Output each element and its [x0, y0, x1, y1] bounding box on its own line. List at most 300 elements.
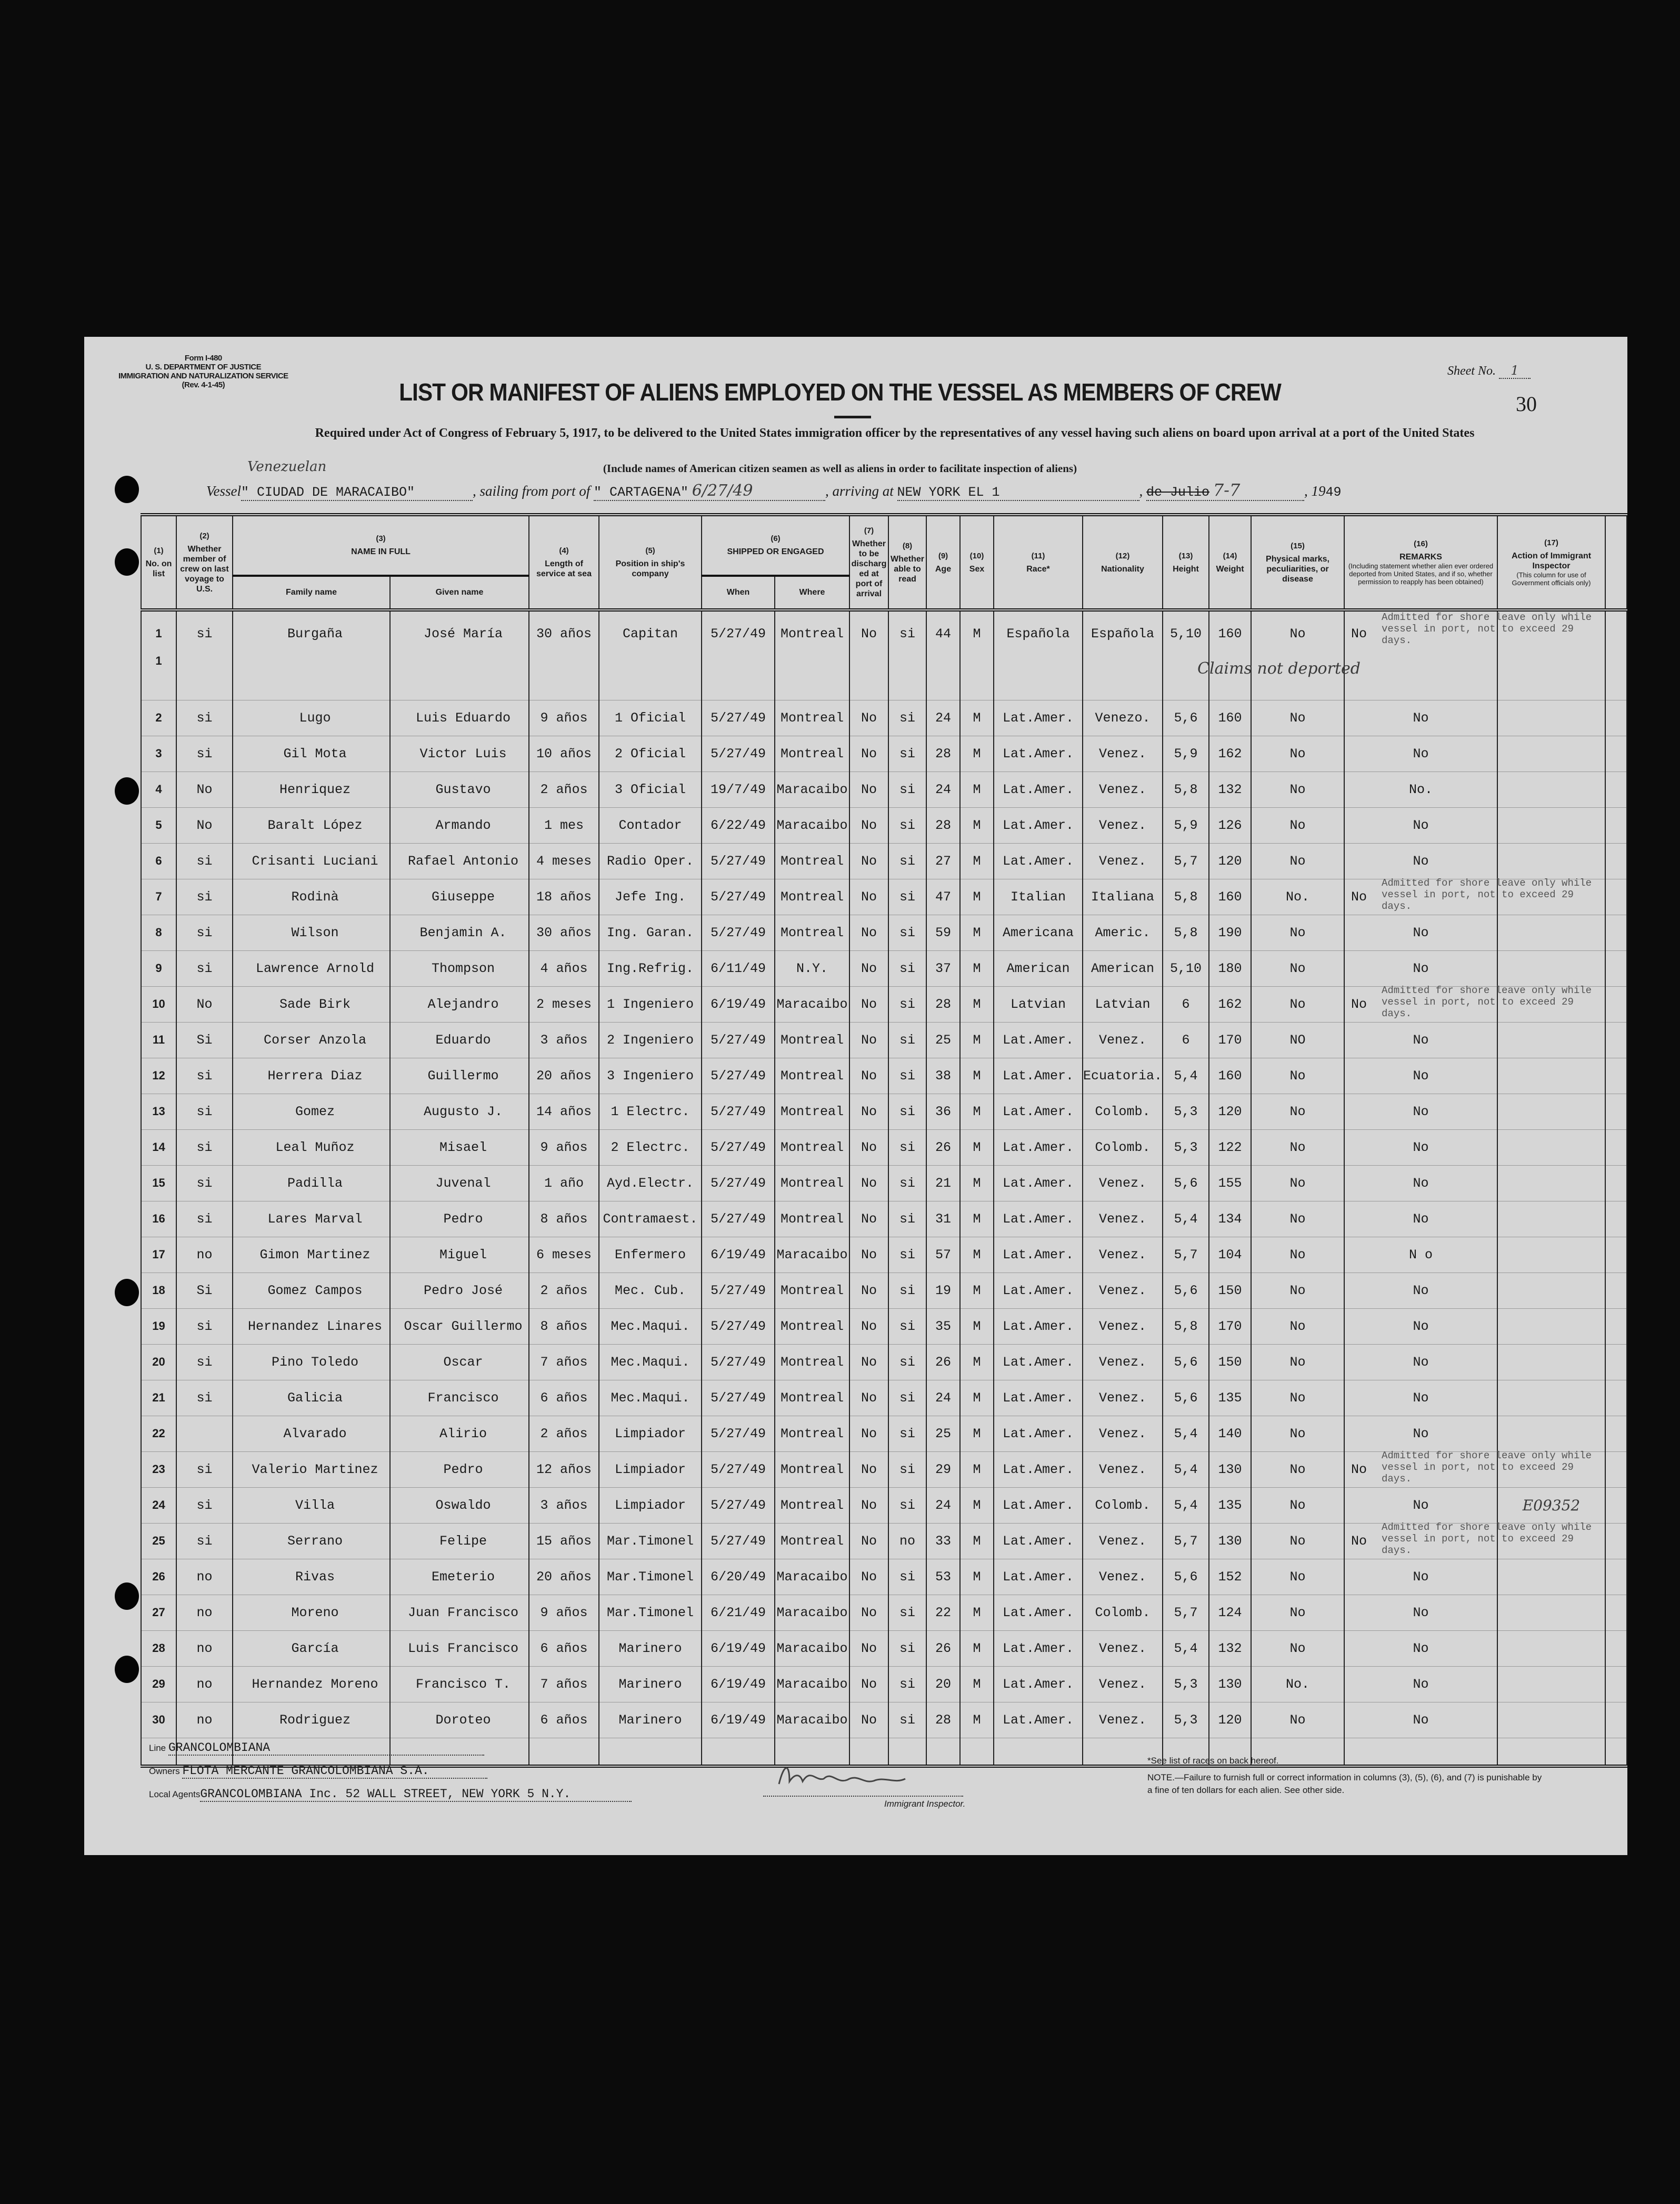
remarks-cell — [1344, 1023, 1497, 1058]
remarks-cell — [1344, 1166, 1497, 1201]
previous-voyage-cell — [176, 1559, 233, 1595]
position-cell — [599, 772, 702, 808]
to-be-discharged: No — [861, 1211, 877, 1227]
list-number-cell — [141, 1345, 176, 1380]
height-cell — [1163, 1273, 1209, 1309]
shipped-where-cell — [775, 1345, 849, 1380]
race-cell — [994, 1702, 1083, 1738]
age-cell — [926, 951, 960, 987]
column-header — [176, 515, 233, 610]
nationality-cell — [1083, 1166, 1163, 1201]
blank-cell — [1497, 1738, 1605, 1767]
height: 5,10 — [1169, 961, 1202, 976]
inspector-signature — [774, 1758, 963, 1795]
height: 6 — [1182, 997, 1190, 1012]
to-be-discharged-cell — [849, 1201, 888, 1237]
physical-marks: No. — [1285, 1677, 1309, 1692]
given-name: Giuseppe — [431, 889, 495, 905]
margin-cell — [1605, 1524, 1627, 1559]
physical-marks-cell — [1251, 772, 1344, 808]
nationality-cell — [1083, 987, 1163, 1023]
able-to-read: si — [899, 961, 915, 976]
height-cell — [1163, 1595, 1209, 1631]
sex: M — [973, 626, 981, 642]
height-cell — [1163, 1345, 1209, 1380]
given-name-cell — [390, 987, 529, 1023]
previous-voyage-cell — [176, 1094, 233, 1130]
remarks: No — [1351, 1462, 1367, 1477]
position: Contramaest. — [603, 1211, 698, 1227]
vessel-name: " CIUDAD DE MARACAIBO" — [241, 485, 473, 501]
length-of-service-cell — [529, 1452, 599, 1488]
age: 26 — [935, 1641, 951, 1656]
sheet-no: 1 — [1499, 363, 1531, 379]
weight-cell — [1209, 736, 1251, 772]
shipped-when: 6/19/49 — [710, 1712, 766, 1728]
margin-cell — [1605, 1166, 1627, 1201]
age: 24 — [935, 1390, 951, 1406]
to-be-discharged: No — [861, 1355, 877, 1370]
physical-marks-cell — [1251, 1130, 1344, 1166]
list-number-cell — [141, 736, 176, 772]
race-cell — [994, 1309, 1083, 1345]
age-cell — [926, 1380, 960, 1416]
remarks: No — [1351, 626, 1367, 642]
height: 5,4 — [1174, 1462, 1198, 1477]
remarks-cell — [1344, 1309, 1497, 1345]
agents-label: Local Agents — [149, 1789, 201, 1799]
given-name: Emeterio — [431, 1569, 495, 1585]
sex: M — [973, 1176, 981, 1191]
previous-voyage: si — [196, 1498, 213, 1513]
age-cell — [926, 1702, 960, 1738]
given-name: Francisco — [427, 1390, 499, 1406]
shipped-where-cell — [775, 1488, 849, 1524]
sex: M — [973, 1319, 981, 1334]
race: Española — [1006, 626, 1070, 642]
physical-marks-cell — [1251, 879, 1344, 915]
agents-value: GRANCOLOMBIANA Inc. 52 WALL STREET, NEW YORK 5 N.Y. — [200, 1787, 632, 1802]
list-number-cell — [141, 987, 176, 1023]
race-cell — [994, 1201, 1083, 1237]
list-number: 12 — [152, 1069, 165, 1082]
length-of-service: 3 años — [540, 1033, 588, 1048]
height: 5,10 — [1169, 626, 1202, 642]
list-number-cell — [141, 1273, 176, 1309]
shipped-when-cell — [702, 808, 775, 844]
length-of-service: 30 años — [536, 626, 592, 642]
shipped-when-cell — [702, 915, 775, 951]
previous-voyage: no — [196, 1677, 213, 1692]
able-to-read: si — [899, 1068, 915, 1084]
list-number: 15 — [152, 1176, 165, 1189]
weight: 152 — [1218, 1569, 1242, 1585]
height-cell — [1163, 951, 1209, 987]
previous-voyage-cell — [176, 610, 233, 700]
weight: 126 — [1218, 818, 1242, 833]
able-to-read: si — [899, 818, 915, 833]
shipped-when-cell — [702, 987, 775, 1023]
position-cell — [599, 1130, 702, 1166]
weight-cell — [1209, 987, 1251, 1023]
height-cell — [1163, 808, 1209, 844]
to-be-discharged-cell — [849, 1166, 888, 1201]
crew-row — [141, 1130, 1627, 1166]
race: Lat.Amer. — [1002, 1569, 1074, 1585]
physical-marks: No — [1289, 818, 1306, 833]
shipped-where-cell — [775, 1023, 849, 1058]
family-name: Hernandez Moreno — [252, 1677, 378, 1692]
height-cell — [1163, 700, 1209, 736]
family-name-cell — [233, 1702, 390, 1738]
remarks: No — [1413, 1033, 1429, 1048]
shipped-where: Montreal — [780, 1462, 844, 1477]
column-label: Physical marks, peculiarities, or disease — [1266, 554, 1329, 584]
to-be-discharged: No — [861, 1569, 877, 1585]
sex-cell — [960, 1667, 994, 1702]
physical-marks-cell — [1251, 736, 1344, 772]
given-name-cell — [390, 1130, 529, 1166]
remarks: No — [1413, 1569, 1429, 1585]
length-of-service-cell — [529, 736, 599, 772]
weight-cell — [1209, 1702, 1251, 1738]
height: 5,8 — [1174, 782, 1198, 797]
physical-marks-cell — [1251, 1702, 1344, 1738]
races-note: *See list of races on back hereof. — [1147, 1756, 1279, 1766]
weight: 162 — [1218, 746, 1242, 762]
shipped-when: 5/27/49 — [710, 1068, 766, 1084]
to-be-discharged-cell — [849, 1273, 888, 1309]
nationality: Venez. — [1098, 854, 1146, 869]
margin-cell — [1605, 915, 1627, 951]
family-name-cell — [233, 1273, 390, 1309]
inspector-action-cell — [1497, 1273, 1605, 1309]
age: 19 — [935, 1283, 951, 1298]
weight: 130 — [1218, 1677, 1242, 1692]
family-name-cell — [233, 700, 390, 736]
to-be-discharged: No — [861, 961, 877, 976]
race: Lat.Amer. — [1002, 1462, 1074, 1477]
length-of-service: 1 mes — [544, 818, 584, 833]
height: 5,8 — [1174, 1319, 1198, 1334]
column-subheader: When — [702, 576, 775, 610]
family-name-cell — [233, 1094, 390, 1130]
previous-voyage: No — [196, 782, 213, 797]
length-of-service-cell — [529, 1667, 599, 1702]
given-name-cell — [390, 951, 529, 987]
weight: 134 — [1218, 1211, 1242, 1227]
sex: M — [973, 1677, 981, 1692]
race-cell — [994, 844, 1083, 879]
given-name-cell — [390, 1023, 529, 1058]
margin-column — [1605, 515, 1627, 610]
physical-marks: NO — [1289, 1033, 1306, 1048]
to-be-discharged-cell — [849, 1237, 888, 1273]
margin-cell — [1605, 808, 1627, 844]
age: 59 — [935, 925, 951, 940]
given-name: Benjamin A. — [419, 925, 507, 940]
height-cell — [1163, 1094, 1209, 1130]
weight-cell — [1209, 1273, 1251, 1309]
length-of-service: 20 años — [536, 1569, 592, 1585]
family-name-cell — [233, 1416, 390, 1452]
height: 5,3 — [1174, 1712, 1198, 1728]
length-of-service: 18 años — [536, 889, 592, 905]
given-name: Francisco T. — [415, 1677, 511, 1692]
crew-row — [141, 1524, 1627, 1559]
able-to-read-cell — [888, 1380, 926, 1416]
able-to-read-cell — [888, 1058, 926, 1094]
length-of-service: 2 meses — [536, 997, 592, 1012]
nationality: Venez. — [1098, 1176, 1146, 1191]
to-be-discharged: No — [861, 1247, 877, 1263]
weight: 160 — [1218, 1068, 1242, 1084]
punch-hole — [115, 1656, 139, 1683]
crew-row — [141, 844, 1627, 879]
list-number: 2 — [155, 711, 162, 724]
previous-voyage: No — [196, 818, 213, 833]
to-be-discharged: No — [861, 1677, 877, 1692]
shore-leave-stamp: Admitted for shore leave only while vessel in port, not to exceed 29 days. — [1382, 985, 1592, 1019]
remarks: No — [1413, 1211, 1429, 1227]
list-number-cell — [141, 700, 176, 736]
age-cell — [926, 1023, 960, 1058]
position-cell — [599, 1058, 702, 1094]
length-of-service: 2 años — [540, 1426, 588, 1441]
to-be-discharged: No — [861, 1176, 877, 1191]
height-cell — [1163, 915, 1209, 951]
column-number: (9) — [938, 551, 948, 560]
given-name-cell — [390, 1380, 529, 1416]
height-cell — [1163, 879, 1209, 915]
able-to-read-cell — [888, 610, 926, 700]
nationality-cell — [1083, 951, 1163, 987]
sex: M — [973, 710, 981, 726]
sex: M — [973, 1211, 981, 1227]
shipped-where-cell — [775, 808, 849, 844]
sex-cell — [960, 1631, 994, 1667]
shipped-where: Montreal — [780, 1390, 844, 1406]
family-name-cell — [233, 1452, 390, 1488]
sex: M — [973, 961, 981, 976]
race-cell — [994, 915, 1083, 951]
crew-row — [141, 1452, 1627, 1488]
length-of-service-cell — [529, 951, 599, 987]
age: 25 — [935, 1426, 951, 1441]
length-of-service-cell — [529, 1023, 599, 1058]
margin-cell — [1605, 1237, 1627, 1273]
nationality: Colomb. — [1095, 1498, 1151, 1513]
nationality-cell — [1083, 1237, 1163, 1273]
position-cell — [599, 951, 702, 987]
length-of-service-cell — [529, 1345, 599, 1380]
margin-cell — [1605, 1058, 1627, 1094]
physical-marks: No — [1289, 1569, 1306, 1585]
race-cell — [994, 1166, 1083, 1201]
weight: 132 — [1218, 782, 1242, 797]
position: Limpiador — [614, 1498, 686, 1513]
blank-cell — [1605, 1738, 1627, 1767]
weight: 120 — [1218, 1712, 1242, 1728]
height-cell — [1163, 1023, 1209, 1058]
previous-voyage: si — [196, 1140, 213, 1155]
remarks-cell — [1344, 772, 1497, 808]
age-cell — [926, 808, 960, 844]
column-number: (5) — [645, 546, 655, 555]
able-to-read-cell — [888, 1416, 926, 1452]
length-of-service: 9 años — [540, 1140, 588, 1155]
given-name-cell — [390, 1273, 529, 1309]
shipped-when: 5/27/49 — [710, 1355, 766, 1370]
previous-voyage: si — [196, 1390, 213, 1406]
column-number: (1) — [154, 546, 164, 555]
physical-marks-cell — [1251, 987, 1344, 1023]
remarks: No — [1413, 1677, 1429, 1692]
sex-cell — [960, 1023, 994, 1058]
length-of-service: 30 años — [536, 925, 592, 940]
able-to-read: si — [899, 1176, 915, 1191]
previous-voyage-cell — [176, 1380, 233, 1416]
race-cell — [994, 1345, 1083, 1380]
shipped-where: Montreal — [780, 1104, 844, 1119]
height-cell — [1163, 844, 1209, 879]
physical-marks: No — [1289, 854, 1306, 869]
inspector-action-cell — [1497, 1595, 1605, 1631]
column-label: Whether member of crew on last voyage to U.S. — [180, 544, 229, 594]
sex: M — [973, 1104, 981, 1119]
shipped-where-cell — [775, 700, 849, 736]
height-cell — [1163, 1058, 1209, 1094]
crew-row — [141, 1273, 1627, 1309]
to-be-discharged: No — [861, 925, 877, 940]
able-to-read: si — [899, 710, 915, 726]
to-be-discharged: No — [861, 1068, 877, 1084]
nationality: Venez. — [1098, 1247, 1146, 1263]
remarks-cell — [1344, 877, 1592, 915]
sex: M — [973, 1498, 981, 1513]
race-cell — [994, 1237, 1083, 1273]
sex-cell — [960, 1380, 994, 1416]
sex-cell — [960, 1559, 994, 1595]
sex-cell — [960, 844, 994, 879]
race-cell — [994, 1667, 1083, 1702]
physical-marks-cell — [1251, 1166, 1344, 1201]
inspector-action-cell — [1497, 1559, 1605, 1595]
weight: 155 — [1218, 1176, 1242, 1191]
shipped-where-cell — [775, 951, 849, 987]
nationality-cell — [1083, 610, 1163, 700]
physical-marks-cell — [1251, 1452, 1344, 1488]
remarks-cell — [1344, 1380, 1497, 1416]
height-cell — [1163, 1702, 1209, 1738]
sheet-number — [1447, 363, 1531, 379]
able-to-read: si — [899, 782, 915, 797]
remarks-cell — [1344, 1667, 1497, 1702]
to-be-discharged: No — [861, 997, 877, 1012]
inspector-action-cell — [1497, 1345, 1605, 1380]
list-number-cell — [141, 1416, 176, 1452]
previous-voyage: si — [196, 1176, 213, 1191]
inspector-action-cell — [1497, 1488, 1605, 1524]
margin-cell — [1605, 772, 1627, 808]
previous-voyage-cell — [176, 1595, 233, 1631]
nationality-cell — [1083, 1201, 1163, 1237]
age: 37 — [935, 961, 951, 976]
punch-hole — [115, 1279, 139, 1306]
given-name: Pedro — [443, 1211, 483, 1227]
physical-marks: No — [1289, 626, 1306, 642]
physical-marks: No — [1289, 782, 1306, 797]
shipped-when: 6/20/49 — [710, 1569, 766, 1585]
previous-voyage-cell — [176, 1702, 233, 1738]
crew-row — [141, 1631, 1627, 1667]
height: 5,6 — [1174, 1355, 1198, 1370]
margin-cell — [1605, 1309, 1627, 1345]
remarks-cell — [1344, 1488, 1497, 1524]
able-to-read-cell — [888, 1488, 926, 1524]
previous-voyage: no — [196, 1641, 213, 1656]
shipped-where-cell — [775, 1201, 849, 1237]
race: Lat.Amer. — [1002, 1319, 1074, 1334]
nationality-cell — [1083, 844, 1163, 879]
previous-voyage-cell — [176, 1201, 233, 1237]
previous-voyage: no — [196, 1569, 213, 1585]
column-label: Action of Immigrant Inspector — [1511, 552, 1592, 570]
weight-cell — [1209, 1309, 1251, 1345]
family-name-cell — [233, 736, 390, 772]
family-name: Villa — [295, 1498, 335, 1513]
previous-voyage: si — [196, 889, 213, 905]
nationality: Venez. — [1098, 1569, 1146, 1585]
sex: M — [973, 1068, 981, 1084]
given-name: Juvenal — [435, 1176, 491, 1191]
weight-cell — [1209, 1631, 1251, 1667]
column-header — [599, 515, 702, 610]
remarks-cell — [1344, 1201, 1497, 1237]
column-header — [994, 515, 1083, 610]
previous-voyage-cell — [176, 1058, 233, 1094]
to-be-discharged-cell — [849, 915, 888, 951]
nationality-cell — [1083, 1345, 1163, 1380]
family-name-cell — [233, 1237, 390, 1273]
table-header — [141, 515, 1627, 610]
shipped-when-cell — [702, 879, 775, 915]
nationality-cell — [1083, 808, 1163, 844]
margin-cell — [1605, 1595, 1627, 1631]
family-name-cell — [233, 844, 390, 879]
shipped-where: Montreal — [780, 925, 844, 940]
physical-marks: No — [1289, 1390, 1306, 1406]
length-of-service: 9 años — [540, 1605, 588, 1620]
race: American — [1006, 961, 1070, 976]
inspector-action-cell — [1497, 987, 1605, 1023]
age: 29 — [935, 1462, 951, 1477]
given-name: Oscar Guillermo — [404, 1319, 523, 1334]
shipped-when: 5/27/49 — [710, 1033, 766, 1048]
nationality: Venez. — [1098, 746, 1146, 762]
length-of-service-cell — [529, 1416, 599, 1452]
position: Jefe Ing. — [614, 889, 686, 905]
family-name-cell — [233, 879, 390, 915]
height-cell — [1163, 1130, 1209, 1166]
shipped-when-cell — [702, 1237, 775, 1273]
remarks-cell — [1344, 915, 1497, 951]
given-name-cell — [390, 772, 529, 808]
shipped-where-cell — [775, 1559, 849, 1595]
position: Ing.Refrig. — [606, 961, 694, 976]
shipped-when-cell — [702, 1273, 775, 1309]
margin-cell — [1605, 1452, 1627, 1488]
